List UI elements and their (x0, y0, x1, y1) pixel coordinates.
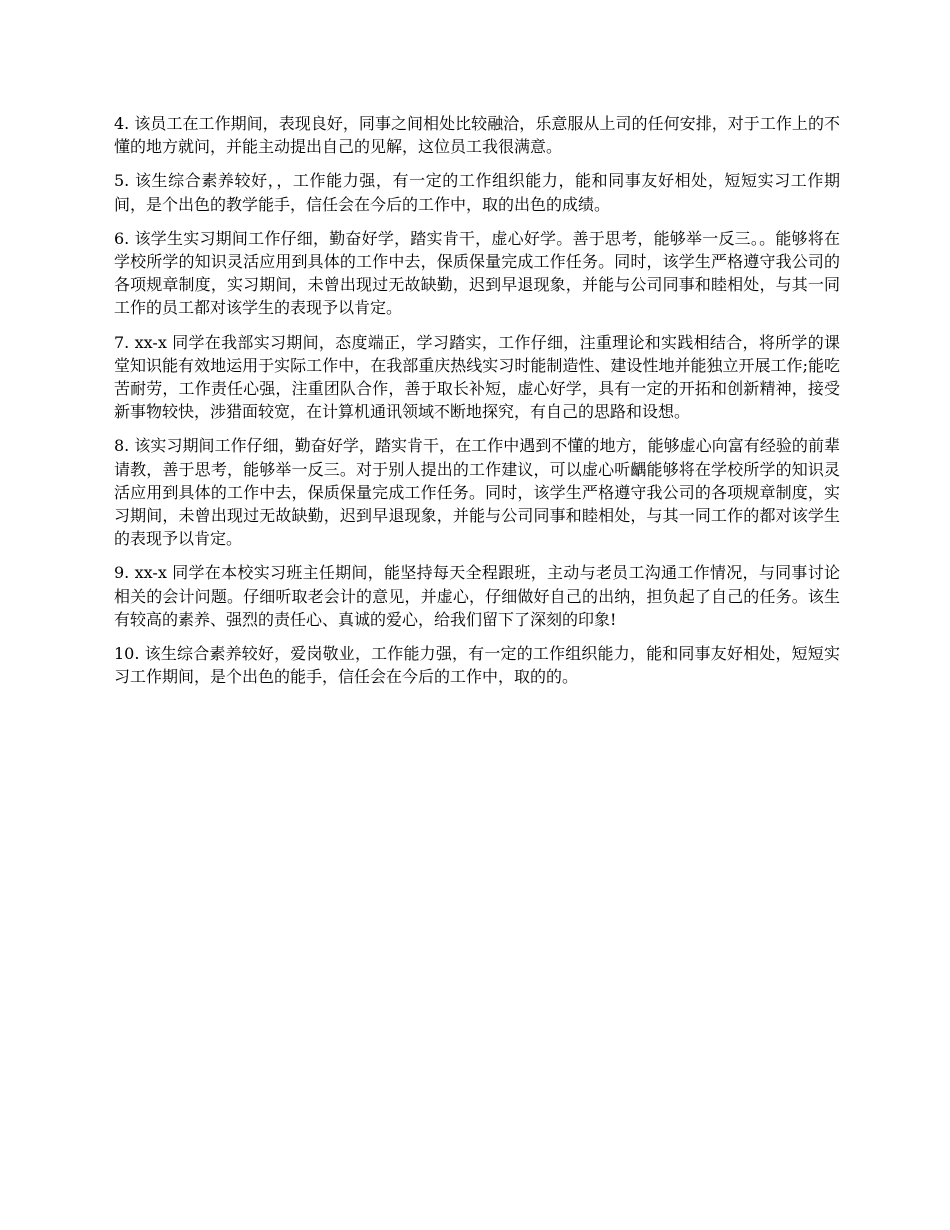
paragraph-10: 10. 该生综合素养较好，爱岗敬业，工作能力强，有一定的工作组织能力，能和同事友好相处，短短实习工作期间，是个出色的能手，信任会在今后的工作中，取的的。 (114, 644, 840, 687)
paragraph-5: 5. 该生综合素养较好，，工作能力强，有一定的工作组织能力，能和同事友好相处，短短实习工作期间，是个出色的教学能手，信任会在今后的工作中，取的出色的成绩。 (114, 171, 840, 214)
paragraph-4: 4. 该员工在工作期间，表现良好，同事之间相处比较融洽，乐意服从上司的任何安排，对于工作上的不懂的地方就问，并能主动提出自己的见解，这位员工我很满意。 (114, 114, 840, 157)
paragraph-7: 7. xx-x 同学在我部实习期间，态度端正，学习踏实，工作仔细，注重理论和实践相结合，将所学的课堂知识能有效地运用于实际工作中，在我部重庆热线实习时能制造性、建设性地并能独立开展工作;能吃苦耐劳，工作责任心强，注重团队合作，善于取长补短，虚心好学，具有一定的开拓和创新精神，接受新事物较快，涉猎面较宽，在计算机通讯领域不断地探究，有自己的思路和设想。 (114, 332, 840, 422)
paragraph-6: 6. 该学生实习期间工作仔细，勤奋好学，踏实肯干，虚心好学。善于思考，能够举一反三。。能够将在学校所学的知识灵活应用到具体的工作中去，保质保量完成工作任务。同时，该学生严格遵守我公司的各项规章制度，实习期间，未曾出现过无故缺勤，迟到早退现象，并能与公司同事和睦相处，与其一同工作的员工都对该学生的表现予以肯定。 (114, 228, 840, 318)
paragraph-9: 9. xx-x 同学在本校实习班主任期间，能坚持每天全程跟班，主动与老员工沟通工作情况，与同事讨论相关的会计问题。仔细听取老会计的意见，并虚心，仔细做好自己的出纳，担负起了自己的任务。该生有较高的素养、强烈的责任心、真诚的爱心，给我们留下了深刻的印象! (114, 563, 840, 629)
paragraph-8: 8. 该实习期间工作仔细，勤奋好学，踏实肯干，在工作中遇到不懂的地方，能够虚心向富有经验的前辈请教，善于思考，能够举一反三。对于别人提出的工作建议，可以虚心听齵能够将在学校所学的知识灵活应用到具体的工作中去，保质保量完成工作任务。同时，该学生严格遵守我公司的各项规章制度，实习期间，未曾出现过无故缺勤，迟到早退现象，并能与公司同事和睦相处，与其一同工作的都对该学生的表现予以肯定。 (114, 436, 840, 549)
document-body (114, 112, 840, 699)
